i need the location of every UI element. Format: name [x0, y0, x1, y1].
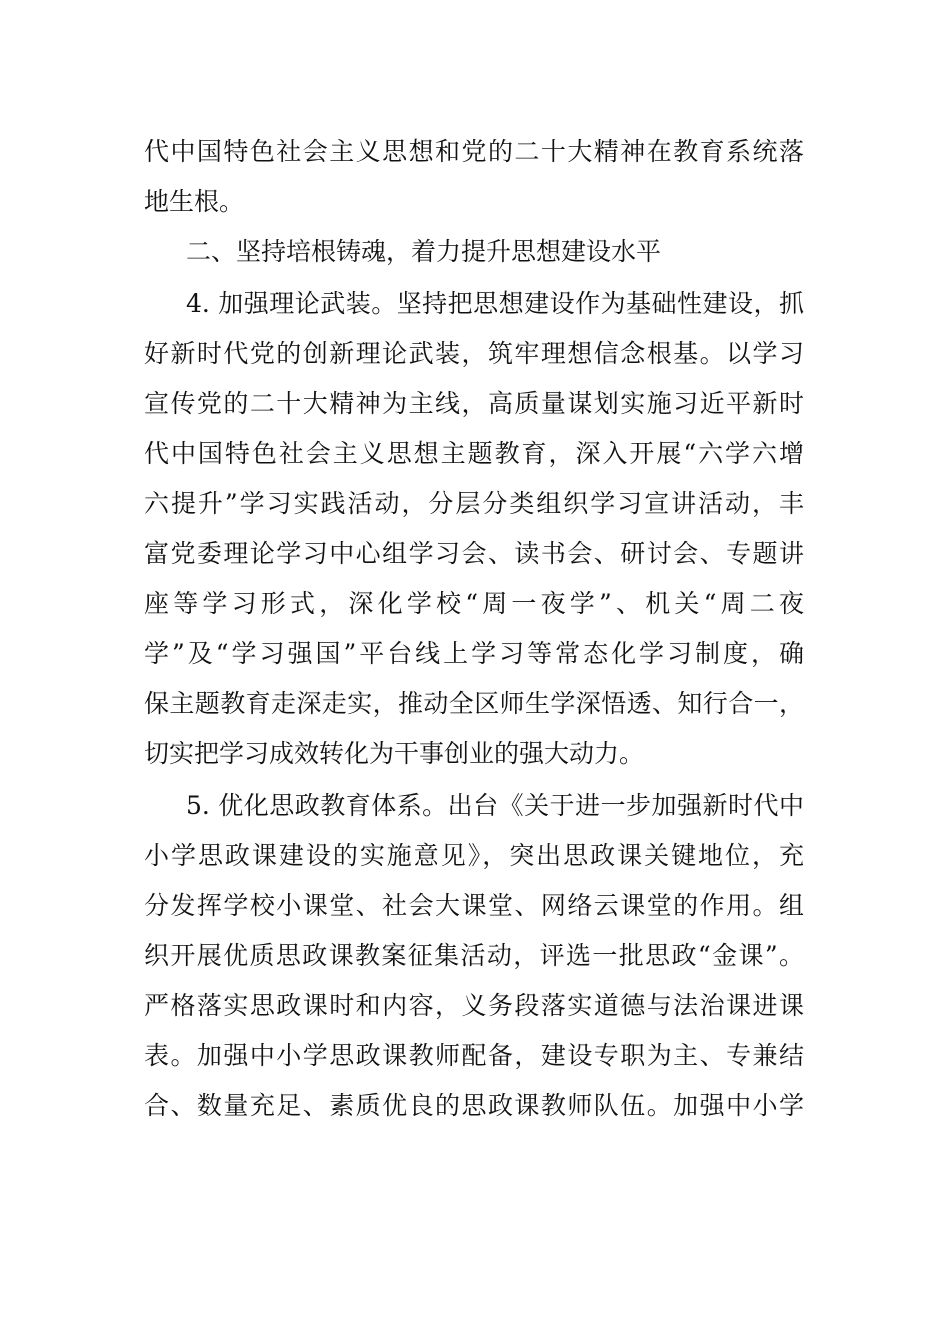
text-line: 5. 优化思政教育体系。出台《关于进一步加强新时代中: [186, 791, 804, 820]
text-line: 富党委理论学习中心组学习会、读书会、研讨会、专题讲: [144, 539, 804, 568]
text-line: 代中国特色社会主义思想和党的二十大精神在教育系统落: [144, 137, 804, 166]
text-line: 分发挥学校小课堂、社会大课堂、网络云课堂的作用。组: [144, 891, 804, 920]
section-heading: 二、坚持培根铸魂，着力提升思想建设水平: [186, 237, 662, 266]
text-line: 严格落实思政课时和内容，义务段落实道德与法治课进课: [144, 991, 804, 1020]
text-line: 座等学习形式，深化学校“周一夜学”、机关“周二夜: [144, 589, 804, 618]
text-line: 六提升”学习实践活动，分层分类组织学习宣讲活动，丰: [144, 489, 804, 518]
text-line: 学”及“学习强国”平台线上学习等常态化学习制度，确: [144, 639, 804, 668]
text-line: 代中国特色社会主义思想主题教育，深入开展“六学六增: [144, 439, 804, 468]
text-line: 表。加强中小学思政课教师配备，建设专职为主、专兼结: [144, 1041, 804, 1070]
text-line: 保主题教育走深走实，推动全区师生学深悟透、知行合一，: [144, 689, 804, 718]
text-line: 小学思政课建设的实施意见》，突出思政课关键地位，充: [144, 841, 804, 870]
text-line: 好新时代党的创新理论武装，筑牢理想信念根基。以学习: [144, 339, 804, 368]
text-line: 地生根。: [144, 187, 245, 216]
text-line: 4. 加强理论武装。坚持把思想建设作为基础性建设，抓: [186, 289, 804, 318]
text-line: 切实把学习成效转化为干事创业的强大动力。: [144, 739, 645, 768]
text-line: 宣传党的二十大精神为主线，高质量谋划实施习近平新时: [144, 389, 804, 418]
text-line: 织开展优质思政课教案征集活动，评选一批思政“金课”。: [144, 941, 804, 970]
text-line: 合、数量充足、素质优良的思政课教师队伍。加强中小学: [144, 1091, 804, 1120]
